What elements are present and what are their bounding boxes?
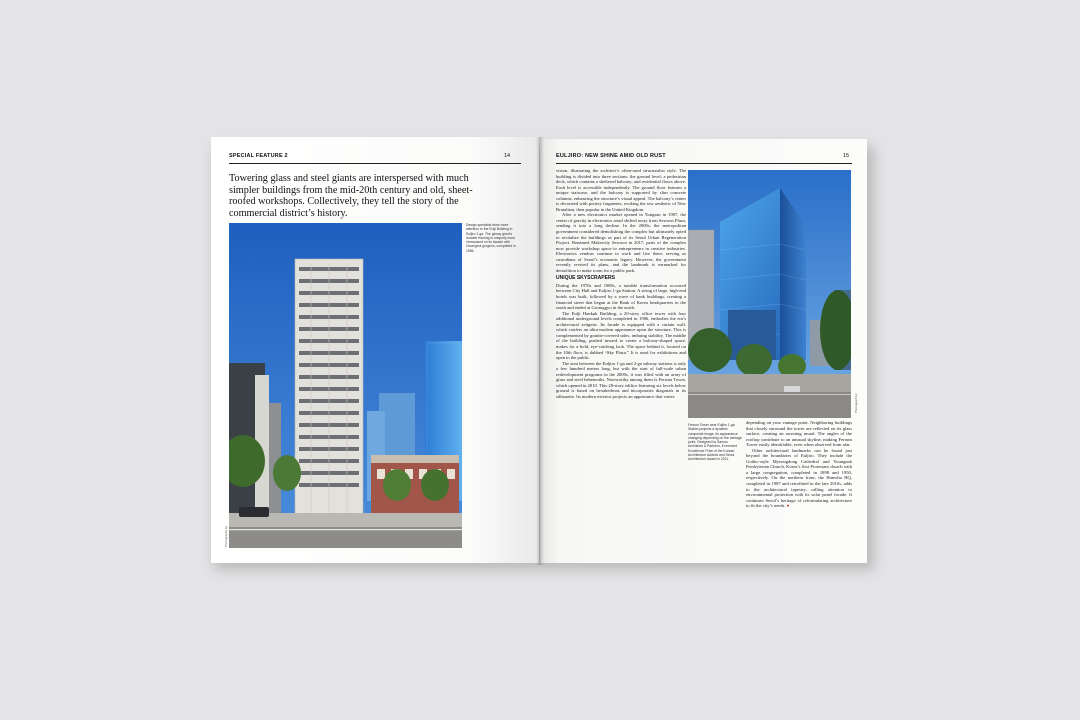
left-page — [211, 137, 539, 563]
page-number: 14 — [504, 153, 511, 159]
page-headline: Towering glass and steel giants are interspersed with much simpler buildings from the mid-20th century and old, sheet-roofed workshops. Collectively, they tell the story of the commercial district’s history. — [229, 173, 473, 219]
paragraph: After a new electronics market opened in Yongsan in 1987, the center of gravity in electronics retail shifted away from Sewoon Plaza, sending it into a long decline. In the 2000s, the metropolitan government considered demolishing the complex but ultimately opted to revitalize the buildings as part of its Seoul Urban Regeneration Project. Renamed Makercity Sewoon in 2017, parts of the complex now provide workshop space to entrepreneurs in creative industries. Electronics vendors continue to work and live there, serving as custodians of Seoul’s economic legacy. However, the government recently revived its plans, and the landmark is earmarked for demolition to make room for a public park. — [556, 212, 686, 273]
header-rule — [229, 163, 521, 164]
photo-credit: Photograph by — [854, 393, 858, 413]
photo-credit: Photographs by — [224, 525, 228, 547]
paragraph: depending on your vantage point. Neighboring buildings that closely surround the tower are reflected on its glass surface, creating an arresting mural. The angles of the rooftop contribute to an unusual skyline, making Ferrum Tower easily identifiable, even when observed from afar. — [746, 420, 852, 448]
building-photo-ferrum — [688, 170, 851, 418]
photo-caption: Ferrum Tower near Euljiro 1-ga Station projects a dynamic composite image, its appearance changing depending on the vantage point. Designed by Samoo Architects & Partners, it received Excellence Prize of the Korean Architecture Awards and Seoul Architecture Award in 2011. — [688, 423, 742, 462]
paragraph: vision, illustrating the architect’s often-used structuralist style. The building is divided into three sections: the ground level; a pedestrian deck, which contains a sheltered balcony; and residential floors above. Each level is accessible independently. The ground floor features a unique staircase, and the balcony is supported by slim concrete columns, enhancing the structure’s visual appeal. The balcony’s center is decorated with pottery fragments, evoking the raw aesthetic of New Brutalism, then popular in the United Kingdom. — [556, 168, 686, 212]
building-photo-eulji — [229, 223, 462, 548]
paragraph-text: Other architectural landmarks can be found just beyond the boundaries of Euljiro. They include the Gothic-style Myeongdong Cathedral and Youngnak Presbyterian Church, Korea’s first Protestant church with a large congregation, completed in 1898 and 1950, respectively. On the northern front, the Hanwha HQ, completed in 1987 and retrofitted in the late 2010s, adds to the architectural tapestry, calling attention to environmental protection with its solar panel facade. It continues Seoul’s heritage of reformulating architecture to fit the city’s needs. — [746, 447, 852, 509]
article-column-3 — [746, 420, 852, 556]
right-page — [540, 139, 867, 563]
photo-caption: Design specialist drew more attention to the Eulji Building in Euljiro 2-ga. The glossy giant’s durable framing is uniquely more showcased on its facade with Gwanghui grogeon, completed in 1986. — [466, 223, 516, 253]
article-column-1 — [556, 168, 686, 554]
page-number: 15 — [843, 153, 850, 159]
paragraph: The area between the Euljiro 1-ga and 2-ga subway stations is only a few hundred meters long, but with the start of full-scale urban redevelopment programs in the 2000s, it was filled with an array of glass and steel behemoths. Noteworthy among them is Ferrum Tower, which opened in 2010. This 28-story edifice featuring six levels below ground is based on hexahedrons and incorporates diagonals in its silhouette. Its modern exterior projects an appearance that varies — [556, 360, 686, 399]
end-mark: ● — [786, 503, 790, 509]
section-subhead: UNIQUE SKYSCRAPERS — [556, 275, 615, 282]
header-rule — [556, 163, 852, 164]
paragraph: During the 1970s and 1980s, a notable transformation occurred between City Hall and Euljiro 1-ga Station. A string of large, high-end hotels was built, followed by a wave of bank buildings, creating a financial street that began at the Bank of Korea headquarters in the south and ended at Gwanggyo in the north. — [556, 282, 686, 311]
section-label: SPECIAL FEATURE 2 — [229, 153, 288, 159]
paragraph — [746, 448, 852, 509]
section-label: EULJIRO: NEW SHINE AMID OLD RUST — [556, 153, 666, 159]
paragraph: The Eulji Hankuk Building, a 20-story office tower with four additional underground levels completed in 1986, embodies the era’s architectural zeitgeist. Its facade is equipped with a curtain wall, which confers an ultra-modern appearance upon the structure. This is complemented by granite-covered sides, imbuing stability. The middle of the building, pushed inward to create a balcony-shaped space, makes for a bold, eye-catching look. The space behind it, located on the 10th floor, is dubbed “Sky Plaza.” It is used for exhibitions and open to the public. — [556, 310, 686, 361]
book-gutter — [536, 137, 544, 565]
